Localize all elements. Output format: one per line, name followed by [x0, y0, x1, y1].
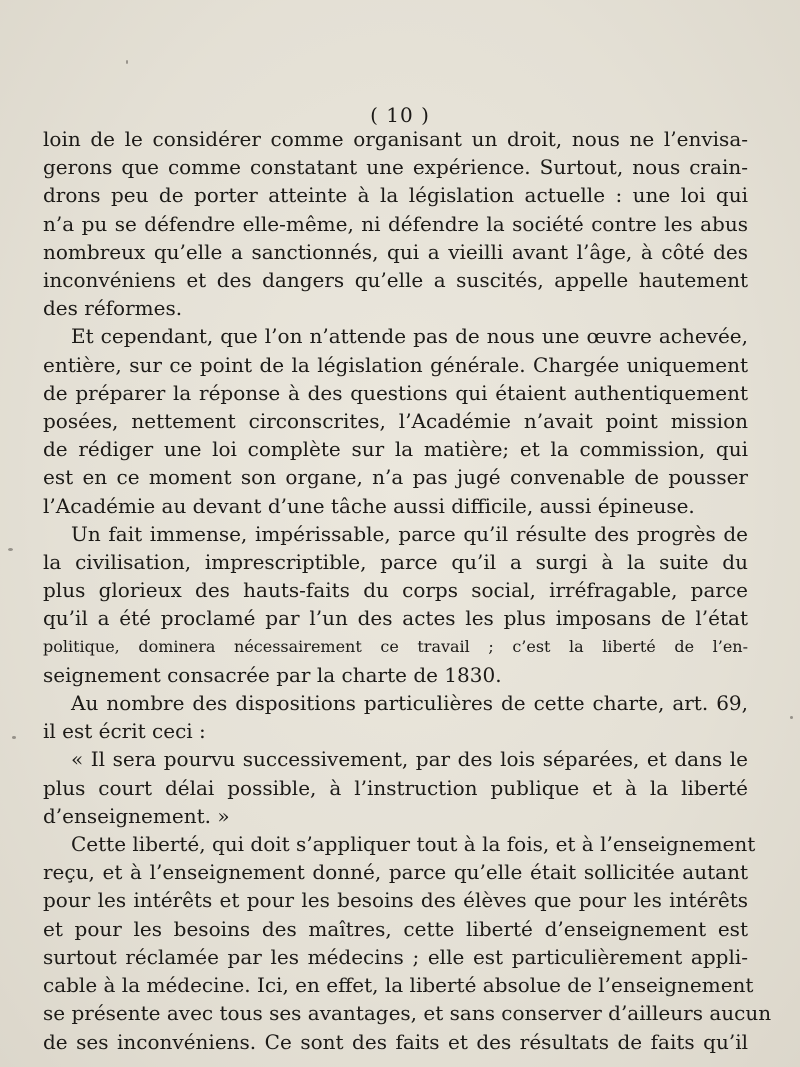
paragraph-1 [43, 125, 748, 322]
text-line: nombreux qu’elle a sanctionnés, qui a vieilli avant l’âge, à côté des [43, 239, 748, 264]
text-line: surtout réclamée par les médecins ; elle est particulièrement appli- [43, 944, 748, 969]
text-line: l’Académie au devant d’une tâche aussi difficile, aussi épineuse. [43, 493, 695, 518]
text-line: Un fait immense, impérissable, parce qu’il résulte des progrès de [71, 521, 748, 546]
text-line: drons peu de porter atteinte à la législation actuelle : une loi qui [43, 183, 748, 208]
text-line: de rédiger une loi complète sur la matière; et la commission, qui [43, 437, 748, 462]
text-line: Cette liberté, qui doit s’appliquer tout à la fois, et à l’enseignement [71, 832, 756, 857]
text-line: de préparer la réponse à des questions qui étaient authentiquement [43, 380, 748, 405]
text-line: entière, sur ce point de la législation générale. Chargée uniquement [43, 352, 748, 377]
text-line: la civilisation, imprescriptible, parce qu’il a surgi à la suite du [43, 550, 748, 575]
scan-speck [12, 736, 16, 739]
text-line: qu’il a été proclamé par l’un des actes les plus imposans de l’état [43, 606, 748, 631]
paragraph-5 [43, 830, 772, 1056]
text-line: est en ce moment son organe, n’a pas jugé convenable de pousser [43, 465, 748, 490]
text-line: pour les intérêts et pour les besoins des élèves que pour les intérêts [43, 888, 748, 913]
scan-speck [790, 716, 793, 719]
text-line: seignement consacrée par la charte de 1830. [43, 662, 502, 687]
text-line: plus glorieux des hauts-faits du corps social, irréfragable, parce [43, 578, 748, 603]
scan-speck [126, 60, 128, 64]
text-line: Au nombre des dispositions particulières de cette charte, art. 69, [71, 691, 748, 716]
text-line: de ses inconvéniens. Ce sont des faits et des résultats de faits qu’il [43, 1029, 748, 1054]
paragraph-3 [43, 520, 748, 689]
text-line: cable à la médecine. Ici, en effet, la liberté absolue de l’enseignement [43, 973, 754, 998]
text-line: des réformes. [43, 296, 183, 321]
text-line: plus court délai possible, à l’instruction publique et à la liberté [43, 775, 748, 800]
quotation [43, 745, 748, 830]
page-number: ( 10 ) [370, 103, 430, 127]
text-line: Et cependant, que l’on n’attende pas de nous une œuvre achevée, [71, 324, 748, 349]
paragraph-2 [43, 322, 748, 519]
text-line: gerons que comme constatant une expérience. Surtout, nous crain- [43, 155, 748, 180]
text-line: il est écrit ceci : [43, 719, 206, 744]
scan-speck [8, 548, 13, 551]
text-line: se présente avec tous ses avantages, et sans conserver d’ailleurs aucun [43, 1001, 772, 1026]
paragraph-4 [43, 689, 748, 745]
text-line: inconvéniens et des dangers qu’elle a suscités, appelle hautement [43, 268, 748, 293]
text-line: loin de le considérer comme organisant un droit, nous ne l’envisa- [43, 127, 748, 151]
body-text [43, 125, 772, 1056]
text-line: n’a pu se défendre elle-même, ni défendre la société contre les abus [43, 211, 748, 236]
text-line: et pour les besoins des maîtres, cette liberté d’enseignement est [43, 916, 748, 941]
text-line: « Il sera pourvu successivement, par des lois séparées, et dans le [71, 747, 748, 772]
text-line: politique, dominera nécessairement ce travail ; c’est la liberté de l’en- [43, 636, 748, 656]
text-line: posées, nettement circonscrites, l’Académie n’avait point mission [43, 409, 748, 434]
text-line: reçu, et à l’enseignement donné, parce qu’elle était sollicitée autant [43, 860, 748, 885]
text-line: d’enseignement. » [43, 803, 230, 828]
